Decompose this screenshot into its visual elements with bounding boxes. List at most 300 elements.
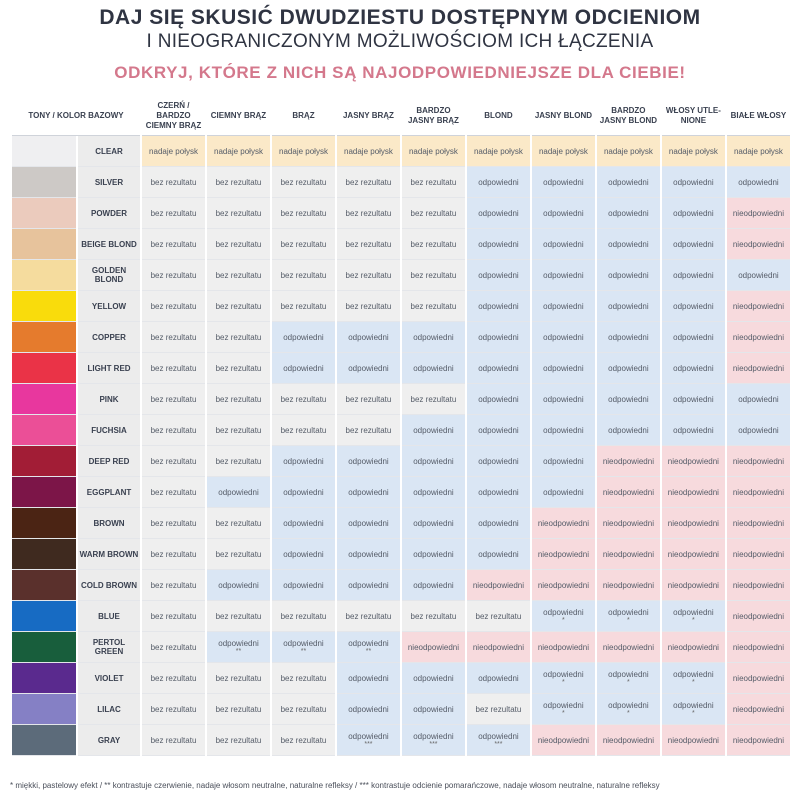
result-text: nieodpowiedni xyxy=(732,301,785,311)
result-text: odpowiedni xyxy=(673,332,714,342)
footnote-marker: *** xyxy=(429,741,438,748)
result-cell xyxy=(467,477,530,508)
color-swatch xyxy=(12,322,76,353)
result-text: nadaje połysk xyxy=(733,146,783,156)
result-cell xyxy=(402,415,465,446)
result-cell xyxy=(662,477,725,508)
result-text: odpowiedni xyxy=(478,270,519,280)
color-swatch xyxy=(12,601,76,632)
result-cell xyxy=(272,229,335,260)
result-text: odpowiedni xyxy=(283,549,324,559)
result-cell xyxy=(142,167,205,198)
tone-name: EGGPLANT xyxy=(78,477,140,508)
result-cell xyxy=(337,260,400,291)
result-text: bez rezultatu xyxy=(280,704,327,714)
result-cell xyxy=(467,539,530,570)
result-cell xyxy=(727,229,790,260)
result-text: bez rezultatu xyxy=(215,549,262,559)
result-text: odpowiedni xyxy=(673,177,714,187)
table-row xyxy=(12,694,790,725)
result-cell xyxy=(337,694,400,725)
result-text: odpowiedni xyxy=(413,549,454,559)
result-cell xyxy=(662,353,725,384)
result-text: odpowiedni xyxy=(413,363,454,373)
result-text: odpowiedni xyxy=(413,487,454,497)
result-cell xyxy=(597,632,660,663)
result-text: odpowiedni xyxy=(608,608,649,617)
result-text: nieodpowiedni xyxy=(602,487,654,497)
table-row xyxy=(12,291,790,322)
table-row xyxy=(12,601,790,632)
result-cell xyxy=(402,632,465,663)
result-text: odpowiedni xyxy=(283,518,324,528)
result-cell xyxy=(532,632,595,663)
result-text: odpowiedni xyxy=(608,394,649,404)
result-cell xyxy=(662,291,725,322)
result-cell xyxy=(207,322,270,353)
color-swatch xyxy=(12,725,76,756)
result-cell xyxy=(662,384,725,415)
footnote-marker: ** xyxy=(365,648,372,655)
result-text: odpowiedni xyxy=(608,670,649,679)
result-cell xyxy=(727,694,790,725)
color-swatch xyxy=(12,477,76,508)
result-cell xyxy=(207,384,270,415)
result-cell xyxy=(467,167,530,198)
result-cell xyxy=(272,384,335,415)
result-text: bez rezultatu xyxy=(410,301,457,311)
result-text: bez rezultatu xyxy=(215,239,262,249)
result-text: odpowiedni xyxy=(543,456,584,466)
result-cell xyxy=(532,415,595,446)
result-cell xyxy=(467,601,530,632)
result-cell xyxy=(207,167,270,198)
result-cell xyxy=(597,415,660,446)
result-cell xyxy=(467,508,530,539)
result-cell xyxy=(467,446,530,477)
result-cell xyxy=(597,663,660,694)
result-text: bez rezultatu xyxy=(280,425,327,435)
result-cell xyxy=(467,570,530,601)
result-cell xyxy=(142,198,205,229)
result-cell xyxy=(402,322,465,353)
result-cell xyxy=(532,136,595,167)
color-swatch xyxy=(12,260,76,291)
table-row xyxy=(12,725,790,756)
result-text: odpowiedni xyxy=(283,332,324,342)
result-text: bez rezultatu xyxy=(215,394,262,404)
result-cell xyxy=(662,694,725,725)
table-row xyxy=(12,167,790,198)
result-text: odpowiedni xyxy=(348,639,389,648)
result-cell xyxy=(207,291,270,322)
result-cell xyxy=(207,725,270,756)
result-text: bez rezultatu xyxy=(150,518,197,528)
result-cell xyxy=(727,353,790,384)
footnote: * miękki, pastelowy efekt / ** kontrastuje czerwienie, nadaje włosom neutralne, naturalne refleksy / *** kontrastuje odcienie pomarańczowe, nadaje włosom neutralne, naturalne refleksy xyxy=(10,781,660,790)
column-header: CZERŃ / BARDZO CIEMNY BRĄZ xyxy=(142,97,205,136)
result-cell xyxy=(142,229,205,260)
result-text: odpowiedni xyxy=(413,673,454,683)
color-swatch xyxy=(12,663,76,694)
result-text: bez rezultatu xyxy=(410,270,457,280)
result-text: bez rezultatu xyxy=(345,301,392,311)
result-cell xyxy=(402,508,465,539)
result-cell xyxy=(597,694,660,725)
result-text: odpowiedni xyxy=(413,704,454,714)
result-text: odpowiedni xyxy=(608,332,649,342)
result-cell xyxy=(402,353,465,384)
table-row xyxy=(12,539,790,570)
table-row xyxy=(12,508,790,539)
result-cell xyxy=(207,136,270,167)
result-text: bez rezultatu xyxy=(215,456,262,466)
result-text: bez rezultatu xyxy=(150,673,197,683)
color-swatch xyxy=(12,198,76,229)
table-row xyxy=(12,229,790,260)
result-cell xyxy=(142,322,205,353)
result-cell xyxy=(662,539,725,570)
result-text: bez rezultatu xyxy=(410,394,457,404)
result-text: bez rezultatu xyxy=(150,735,197,745)
result-text: odpowiedni xyxy=(478,456,519,466)
result-cell xyxy=(727,415,790,446)
result-cell xyxy=(727,446,790,477)
result-text: bez rezultatu xyxy=(475,611,522,621)
footnote-marker: ** xyxy=(300,648,307,655)
column-header: CIEMNY BRĄZ xyxy=(207,97,270,136)
color-swatch xyxy=(12,291,76,322)
result-text: odpowiedni xyxy=(348,456,389,466)
result-text: odpowiedni xyxy=(673,608,714,617)
result-text: nadaje połysk xyxy=(473,146,523,156)
tone-name: PERTOL GREEN xyxy=(78,632,140,663)
result-text: bez rezultatu xyxy=(215,704,262,714)
result-text: bez rezultatu xyxy=(280,735,327,745)
result-text: nieodpowiedni xyxy=(602,518,654,528)
footnote-marker: *** xyxy=(364,741,373,748)
result-text: odpowiedni xyxy=(543,239,584,249)
result-text: odpowiedni xyxy=(738,177,779,187)
tone-name: COPPER xyxy=(78,322,140,353)
result-text: bez rezultatu xyxy=(280,301,327,311)
result-text: odpowiedni xyxy=(478,425,519,435)
result-text: odpowiedni xyxy=(348,580,389,590)
page-tagline: ODKRYJ, KTÓRE Z NICH SĄ NAJODPOWIEDNIEJSZE DLA CIEBIE! xyxy=(114,63,686,82)
footnote-marker: * xyxy=(562,679,565,686)
result-cell xyxy=(597,353,660,384)
color-swatch xyxy=(12,694,76,725)
result-cell xyxy=(337,384,400,415)
footnote-marker: ** xyxy=(235,648,242,655)
result-cell xyxy=(597,136,660,167)
result-cell xyxy=(727,663,790,694)
result-cell xyxy=(597,477,660,508)
result-text: odpowiedni xyxy=(673,239,714,249)
result-text: odpowiedni xyxy=(608,701,649,710)
result-cell xyxy=(272,725,335,756)
result-text: bez rezultatu xyxy=(280,177,327,187)
result-text: nieodpowiedni xyxy=(602,456,654,466)
result-text: odpowiedni xyxy=(478,363,519,373)
result-cell xyxy=(142,663,205,694)
result-cell xyxy=(142,632,205,663)
result-text: odpowiedni xyxy=(283,639,324,648)
result-text: bez rezultatu xyxy=(150,208,197,218)
result-cell xyxy=(272,291,335,322)
result-cell xyxy=(142,446,205,477)
result-cell xyxy=(467,694,530,725)
result-cell xyxy=(337,601,400,632)
result-text: bez rezultatu xyxy=(215,611,262,621)
result-cell xyxy=(597,384,660,415)
result-text: bez rezultatu xyxy=(150,332,197,342)
tone-name: FUCHSIA xyxy=(78,415,140,446)
result-text: nadaje połysk xyxy=(279,146,328,156)
result-cell xyxy=(662,167,725,198)
result-cell xyxy=(207,477,270,508)
result-text: bez rezultatu xyxy=(410,611,457,621)
result-text: nieodpowiedni xyxy=(472,580,524,590)
result-cell xyxy=(402,601,465,632)
result-cell xyxy=(597,570,660,601)
result-text: nieodpowiedni xyxy=(732,735,785,745)
result-cell xyxy=(467,198,530,229)
result-text: nadaje połysk xyxy=(214,146,263,156)
result-text: odpowiedni xyxy=(478,301,519,311)
result-text: odpowiedni xyxy=(218,580,259,590)
result-text: bez rezultatu xyxy=(345,425,392,435)
tone-name: VIOLET xyxy=(78,663,140,694)
result-cell xyxy=(272,477,335,508)
result-cell xyxy=(467,260,530,291)
table-row xyxy=(12,663,790,694)
result-cell xyxy=(207,260,270,291)
result-text: odpowiedni xyxy=(543,301,584,311)
result-text: nieodpowiedni xyxy=(732,642,785,652)
result-cell xyxy=(597,291,660,322)
result-cell xyxy=(142,384,205,415)
result-cell xyxy=(207,198,270,229)
color-swatch xyxy=(12,167,76,198)
result-text: odpowiedni xyxy=(283,487,324,497)
result-cell xyxy=(727,322,790,353)
result-text: odpowiedni xyxy=(478,394,519,404)
result-cell xyxy=(402,260,465,291)
result-text: nieodpowiedni xyxy=(732,611,785,621)
result-cell xyxy=(467,229,530,260)
tone-name: LIGHT RED xyxy=(78,353,140,384)
result-cell xyxy=(597,446,660,477)
result-text: nieodpowiedni xyxy=(602,735,654,745)
result-cell xyxy=(532,694,595,725)
result-text: odpowiedni xyxy=(478,549,519,559)
column-header: BARDZO JASNY BLOND xyxy=(597,97,660,136)
result-text: nieodpowiedni xyxy=(407,642,460,652)
result-cell xyxy=(402,291,465,322)
result-cell xyxy=(467,136,530,167)
result-cell xyxy=(597,229,660,260)
table-row xyxy=(12,415,790,446)
result-cell xyxy=(207,508,270,539)
result-text: nieodpowiedni xyxy=(667,580,719,590)
result-text: odpowiedni xyxy=(413,518,454,528)
result-cell xyxy=(727,601,790,632)
result-cell xyxy=(207,663,270,694)
result-text: nieodpowiedni xyxy=(537,518,589,528)
result-text: odpowiedni xyxy=(543,208,584,218)
result-text: bez rezultatu xyxy=(410,208,457,218)
result-cell xyxy=(532,229,595,260)
table-row xyxy=(12,322,790,353)
result-text: nieodpowiedni xyxy=(667,549,719,559)
color-swatch xyxy=(12,353,76,384)
tone-name: PINK xyxy=(78,384,140,415)
result-text: bez rezultatu xyxy=(280,239,327,249)
result-cell xyxy=(337,663,400,694)
result-cell xyxy=(662,198,725,229)
result-text: bez rezultatu xyxy=(215,332,262,342)
result-text: odpowiedni xyxy=(673,301,714,311)
result-cell xyxy=(467,291,530,322)
result-cell xyxy=(142,353,205,384)
result-cell xyxy=(727,291,790,322)
color-swatch xyxy=(12,415,76,446)
result-cell xyxy=(662,508,725,539)
tone-name: LILAC xyxy=(78,694,140,725)
result-text: nadaje połysk xyxy=(668,146,718,156)
result-text: bez rezultatu xyxy=(215,518,262,528)
result-cell xyxy=(142,136,205,167)
result-text: bez rezultatu xyxy=(215,735,262,745)
result-cell xyxy=(337,229,400,260)
result-text: bez rezultatu xyxy=(215,208,262,218)
result-text: nieodpowiedni xyxy=(667,518,719,528)
result-cell xyxy=(142,477,205,508)
column-header: BARDZO JASNY BRĄZ xyxy=(402,97,465,136)
result-cell xyxy=(142,725,205,756)
result-text: bez rezultatu xyxy=(150,549,197,559)
tone-name: COLD BROWN xyxy=(78,570,140,601)
result-cell xyxy=(597,260,660,291)
result-cell xyxy=(142,291,205,322)
result-cell xyxy=(272,601,335,632)
color-swatch xyxy=(12,384,76,415)
result-text: odpowiedni xyxy=(738,425,779,435)
tone-name: BROWN xyxy=(78,508,140,539)
result-text: nieodpowiedni xyxy=(602,642,654,652)
result-text: bez rezultatu xyxy=(215,425,262,435)
result-text: odpowiedni xyxy=(413,732,454,741)
result-cell xyxy=(402,694,465,725)
result-text: odpowiedni xyxy=(608,363,649,373)
result-text: bez rezultatu xyxy=(280,611,327,621)
result-text: odpowiedni xyxy=(608,425,649,435)
result-cell xyxy=(337,353,400,384)
result-cell xyxy=(662,136,725,167)
result-cell xyxy=(662,601,725,632)
result-text: bez rezultatu xyxy=(150,239,197,249)
result-cell xyxy=(207,415,270,446)
result-cell xyxy=(662,663,725,694)
result-cell xyxy=(662,446,725,477)
column-header: BIAŁE WŁOSY xyxy=(727,97,790,136)
result-cell xyxy=(337,508,400,539)
result-cell xyxy=(467,725,530,756)
tone-name: CLEAR xyxy=(78,136,140,167)
result-text: bez rezultatu xyxy=(345,177,392,187)
result-cell xyxy=(727,725,790,756)
table-header-row xyxy=(12,97,790,136)
result-text: odpowiedni xyxy=(478,673,519,683)
result-cell xyxy=(272,508,335,539)
column-header: BRĄZ xyxy=(272,97,335,136)
result-text: odpowiedni xyxy=(218,487,259,497)
result-cell xyxy=(597,725,660,756)
result-text: bez rezultatu xyxy=(150,301,197,311)
result-cell xyxy=(272,694,335,725)
result-cell xyxy=(402,570,465,601)
result-text: odpowiedni xyxy=(738,394,779,404)
result-text: bez rezultatu xyxy=(150,270,197,280)
result-cell xyxy=(532,508,595,539)
result-text: bez rezultatu xyxy=(150,704,197,714)
result-text: odpowiedni xyxy=(348,732,389,741)
result-cell xyxy=(532,353,595,384)
result-text: odpowiedni xyxy=(478,208,519,218)
tone-name: GRAY xyxy=(78,725,140,756)
result-cell xyxy=(727,384,790,415)
result-text: odpowiedni xyxy=(283,456,324,466)
result-cell xyxy=(727,260,790,291)
result-cell xyxy=(207,601,270,632)
result-cell xyxy=(727,539,790,570)
result-text: odpowiedni xyxy=(478,732,519,741)
result-cell xyxy=(467,322,530,353)
result-cell xyxy=(662,260,725,291)
result-cell xyxy=(337,477,400,508)
result-text: bez rezultatu xyxy=(215,301,262,311)
result-cell xyxy=(337,632,400,663)
result-cell xyxy=(532,725,595,756)
result-cell xyxy=(402,136,465,167)
result-text: bez rezultatu xyxy=(215,363,262,373)
result-text: odpowiedni xyxy=(673,425,714,435)
result-text: bez rezultatu xyxy=(150,611,197,621)
result-cell xyxy=(532,663,595,694)
result-cell xyxy=(727,632,790,663)
result-text: odpowiedni xyxy=(283,580,324,590)
result-text: nieodpowiedni xyxy=(537,549,589,559)
result-text: odpowiedni xyxy=(218,639,259,648)
result-cell xyxy=(467,632,530,663)
result-cell xyxy=(337,198,400,229)
result-text: bez rezultatu xyxy=(150,487,197,497)
result-text: odpowiedni xyxy=(348,518,389,528)
result-text: bez rezultatu xyxy=(280,208,327,218)
result-text: odpowiedni xyxy=(738,270,779,280)
result-cell xyxy=(337,415,400,446)
result-text: odpowiedni xyxy=(543,608,584,617)
footnote-marker: * xyxy=(692,679,695,686)
result-text: odpowiedni xyxy=(348,487,389,497)
result-text: odpowiedni xyxy=(673,670,714,679)
result-text: nadaje połysk xyxy=(149,146,198,156)
result-cell xyxy=(337,291,400,322)
result-cell xyxy=(662,322,725,353)
result-cell xyxy=(272,415,335,446)
footnote-marker: *** xyxy=(494,741,503,748)
